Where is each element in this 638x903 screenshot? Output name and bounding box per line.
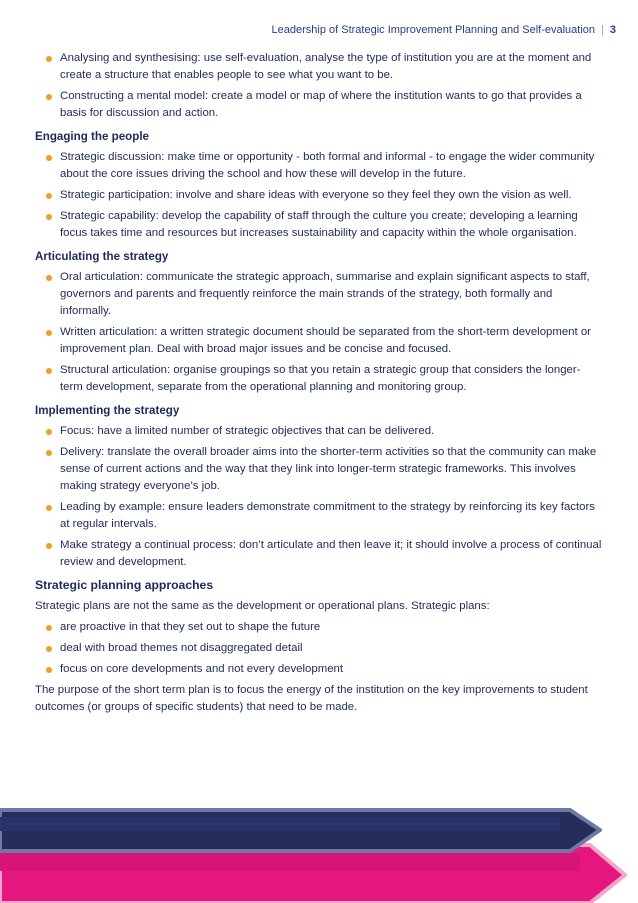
list-item: Leading by example: ensure leaders demonstrate commitment to the strategy by reinforcing its key factors at regular intervals. [44, 499, 603, 533]
decorative-arrows [0, 795, 638, 903]
list-item: Focus: have a limited number of strategic objectives that can be delivered. [44, 423, 603, 440]
engaging-list [35, 149, 603, 242]
planning-intro: Strategic plans are not the same as the development or operational plans. Strategic plans: [35, 600, 490, 612]
list-item: Written articulation: a written strategic document should be separated from the short-term development or improvement plan. Deal with broad major issues and be concise and focused. [44, 324, 603, 358]
list-item: are proactive in that they set out to shape the future [44, 619, 603, 636]
list-item: Strategic discussion: make time or opportunity - both formal and informal - to engage the wider community about the core issues driving the school and how these will develop in the future. [44, 149, 603, 183]
header-separator: | [601, 24, 604, 36]
pink-band [0, 853, 580, 871]
header-title: Leadership of Strategic Improvement Planning and Self-evaluation [271, 24, 596, 36]
list-item: Make strategy a continual process: don’t articulate and then leave it; it should involve a process of continual review and development. [44, 537, 603, 571]
intro-list [35, 50, 603, 122]
section-heading-planning: Strategic planning approaches [35, 578, 214, 592]
list-item: focus on core developments and not every development [44, 661, 603, 678]
navy-band [0, 817, 560, 831]
planning-list [35, 619, 603, 678]
page-number: 3 [609, 24, 616, 36]
page-content [35, 50, 603, 720]
list-item: Structural articulation: organise groupings so that you retain a strategic group that considers the longer-term development, separate from the operational planning and monitoring group. [44, 362, 603, 396]
list-item: Strategic participation: involve and share ideas with everyone so they feel they own the vision as well. [44, 187, 603, 204]
list-item: Constructing a mental model: create a model or map of where the institution wants to go that provides a basis for discussion and action. [44, 88, 603, 122]
list-item: Analysing and synthesising: use self-evaluation, analyse the type of institution you are at the moment and create a structure that enables people to see what you want to be. [44, 50, 603, 84]
page-header [272, 24, 616, 36]
section-heading-articulating: Articulating the strategy [35, 250, 169, 263]
planning-closing: The purpose of the short term plan is to focus the energy of the institution on the key improvements to student outcomes (or groups of specific students) that need to be made. [35, 684, 588, 713]
implementing-list [35, 423, 603, 571]
list-item: Strategic capability: develop the capability of staff through the culture you create; developing a learning focus takes time and resources but increases sustainability and capacity within the whole organisation. [44, 208, 603, 242]
list-item: Delivery: translate the overall broader aims into the shorter-term activities so that the community can make sense of current actions and the way that they link into longer-term strategic frameworks. This involves making strategy everyone’s job. [44, 444, 603, 495]
section-heading-implementing: Implementing the strategy [35, 404, 180, 417]
articulating-list [35, 269, 603, 396]
list-item: deal with broad themes not disaggregated detail [44, 640, 603, 657]
list-item: Oral articulation: communicate the strategic approach, summarise and explain significant aspects to staff, governors and parents and frequently reinforce the main strands of the strategy, both formally and informally. [44, 269, 603, 320]
section-heading-engaging: Engaging the people [35, 130, 150, 143]
